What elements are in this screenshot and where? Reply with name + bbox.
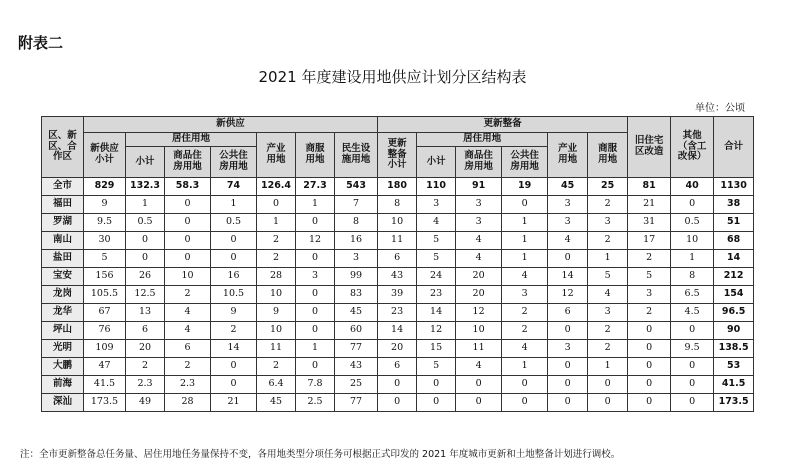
table-cell: 0 <box>417 376 456 394</box>
table-cell: 10 <box>165 268 211 286</box>
table-cell: 0 <box>296 250 335 268</box>
table-cell: 132.3 <box>126 178 165 196</box>
table-cell: 38 <box>714 196 754 214</box>
district-name: 罗湖 <box>42 214 84 232</box>
table-cell: 26 <box>126 268 165 286</box>
table-cell: 0 <box>296 214 335 232</box>
table-cell: 14 <box>378 322 417 340</box>
table-cell: 8 <box>335 214 378 232</box>
table-cell: 51 <box>714 214 754 232</box>
table-cell: 4 <box>456 232 502 250</box>
table-cell: 1 <box>502 250 548 268</box>
table-cell: 12 <box>456 304 502 322</box>
table-cell: 2 <box>588 196 628 214</box>
header-new-subtotal: 新供应 小计 <box>84 133 126 178</box>
header-renewal-residential: 居住用地 <box>417 133 548 147</box>
table-cell: 12 <box>296 232 335 250</box>
table-cell: 2.3 <box>126 376 165 394</box>
table-cell: 0 <box>671 394 714 412</box>
table-cell: 0 <box>588 376 628 394</box>
table-cell: 4 <box>456 358 502 376</box>
table-row <box>42 196 754 214</box>
table-cell: 11 <box>378 232 417 250</box>
table-cell: 1 <box>588 358 628 376</box>
table-cell: 138.5 <box>714 340 754 358</box>
table-cell: 0 <box>165 232 211 250</box>
table-cell: 6 <box>378 358 417 376</box>
district-name: 深汕 <box>42 394 84 412</box>
table-cell: 0 <box>126 250 165 268</box>
table-cell: 0 <box>257 196 296 214</box>
table-cell: 96.5 <box>714 304 754 322</box>
table-cell: 0 <box>296 304 335 322</box>
appendix-label: 附表二 <box>18 34 64 52</box>
header-old-village: 旧住宅 区改造 <box>628 117 671 178</box>
table-cell: 19 <box>502 178 548 196</box>
table-cell: 2.5 <box>296 394 335 412</box>
table-cell: 0 <box>628 358 671 376</box>
table-cell: 1 <box>588 250 628 268</box>
table-cell: 4 <box>548 232 588 250</box>
table-row <box>42 286 754 304</box>
header-renewal-public-housing: 公共住 房用地 <box>502 147 548 178</box>
table-cell: 3 <box>588 214 628 232</box>
table-cell: 2 <box>257 232 296 250</box>
table-cell: 41.5 <box>714 376 754 394</box>
table-cell: 6 <box>126 322 165 340</box>
table-cell: 4 <box>165 304 211 322</box>
table-cell: 0 <box>548 250 588 268</box>
table-cell: 9.5 <box>84 214 126 232</box>
table-cell: 17 <box>628 232 671 250</box>
header-total: 合计 <box>714 117 754 178</box>
district-name: 光明 <box>42 340 84 358</box>
table-cell: 45 <box>257 394 296 412</box>
table-cell: 0 <box>211 250 257 268</box>
table-cell: 0 <box>126 232 165 250</box>
table-cell: 0 <box>628 394 671 412</box>
table-cell: 43 <box>378 268 417 286</box>
table-cell: 3 <box>588 304 628 322</box>
land-supply-table <box>41 116 754 412</box>
table-cell: 0 <box>628 340 671 358</box>
table-cell: 20 <box>378 340 417 358</box>
header-new-residential: 居住用地 <box>126 133 257 147</box>
table-cell: 5 <box>417 358 456 376</box>
table-cell: 0 <box>211 358 257 376</box>
table-cell: 76 <box>84 322 126 340</box>
table-cell: 81 <box>628 178 671 196</box>
table-cell: 0 <box>588 394 628 412</box>
table-cell: 0 <box>211 232 257 250</box>
table-cell: 14 <box>417 304 456 322</box>
table-cell: 0 <box>502 196 548 214</box>
table-cell: 12.5 <box>126 286 165 304</box>
table-cell: 11 <box>257 340 296 358</box>
table-cell: 154 <box>714 286 754 304</box>
table-cell: 105.5 <box>84 286 126 304</box>
table-cell: 5 <box>588 268 628 286</box>
header-public-facility: 民生设 施用地 <box>335 133 378 178</box>
table-cell: 0 <box>456 376 502 394</box>
table-cell: 68 <box>714 232 754 250</box>
table-cell: 4 <box>502 340 548 358</box>
header-renewal-industrial: 产业 用地 <box>548 133 588 178</box>
table-cell: 25 <box>335 376 378 394</box>
table-cell: 74 <box>211 178 257 196</box>
table-cell: 3 <box>456 196 502 214</box>
table-cell: 126.4 <box>257 178 296 196</box>
district-name: 盐田 <box>42 250 84 268</box>
table-cell: 2 <box>588 322 628 340</box>
district-name: 南山 <box>42 232 84 250</box>
table-cell: 2 <box>588 340 628 358</box>
table-cell: 0 <box>548 394 588 412</box>
table-cell: 45 <box>548 178 588 196</box>
table-cell: 24 <box>417 268 456 286</box>
table-cell: 0 <box>417 394 456 412</box>
table-row <box>42 304 754 322</box>
table-cell: 60 <box>335 322 378 340</box>
table-cell: 28 <box>165 394 211 412</box>
table-row <box>42 340 754 358</box>
table-cell: 2 <box>165 358 211 376</box>
table-cell: 6.5 <box>671 286 714 304</box>
header-new-supply: 新供应 <box>84 117 378 133</box>
table-cell: 90 <box>714 322 754 340</box>
district-name: 前海 <box>42 376 84 394</box>
header-renewal-commercial-housing: 商品住 房用地 <box>456 147 502 178</box>
table-cell: 10 <box>378 214 417 232</box>
table-cell: 53 <box>714 358 754 376</box>
table-cell: 3 <box>548 196 588 214</box>
table-cell: 39 <box>378 286 417 304</box>
document-title: 2021 年度建设用地供应计划分区结构表 <box>258 68 527 86</box>
table-cell: 0 <box>671 196 714 214</box>
table-cell: 91 <box>456 178 502 196</box>
table-cell: 0 <box>211 376 257 394</box>
table-cell: 10 <box>671 232 714 250</box>
table-cell: 20 <box>126 340 165 358</box>
table-cell: 14 <box>211 340 257 358</box>
table-row <box>42 214 754 232</box>
district-name: 龙华 <box>42 304 84 322</box>
table-cell: 58.3 <box>165 178 211 196</box>
table-cell: 2 <box>628 250 671 268</box>
header-renewal-commercial-service: 商服 用地 <box>588 133 628 178</box>
table-cell: 16 <box>211 268 257 286</box>
table-cell: 21 <box>628 196 671 214</box>
table-cell: 2 <box>257 250 296 268</box>
table-cell: 0 <box>165 196 211 214</box>
table-cell: 14 <box>714 250 754 268</box>
table-cell: 0 <box>628 376 671 394</box>
district-name: 大鹏 <box>42 358 84 376</box>
table-cell: 1 <box>211 196 257 214</box>
unit-label: 单位：公顷 <box>695 103 745 114</box>
table-cell: 13 <box>126 304 165 322</box>
table-cell: 23 <box>378 304 417 322</box>
table-cell: 0.5 <box>671 214 714 232</box>
table-cell: 0 <box>671 376 714 394</box>
table-cell: 180 <box>378 178 417 196</box>
table-cell: 14 <box>548 268 588 286</box>
table-cell: 5 <box>417 250 456 268</box>
table-cell: 2 <box>257 358 296 376</box>
table-cell: 0 <box>628 322 671 340</box>
table-cell: 2.3 <box>165 376 211 394</box>
table-cell: 0 <box>378 394 417 412</box>
table-cell: 173.5 <box>84 394 126 412</box>
table-cell: 1 <box>296 340 335 358</box>
header-renewal-res-subtotal: 小计 <box>417 147 456 178</box>
table-cell: 0 <box>671 322 714 340</box>
district-name: 坪山 <box>42 322 84 340</box>
table-cell: 2 <box>502 304 548 322</box>
header-new-public-housing: 公共住 房用地 <box>211 147 257 178</box>
table-cell: 3 <box>296 268 335 286</box>
table-cell: 5 <box>628 268 671 286</box>
table-cell: 47 <box>84 358 126 376</box>
table-cell: 7 <box>335 196 378 214</box>
table-row <box>42 178 754 196</box>
table-row <box>42 376 754 394</box>
header-other: 其他 （含工 改保） <box>671 117 714 178</box>
table-cell: 1 <box>126 196 165 214</box>
table-cell: 4 <box>502 268 548 286</box>
table-cell: 25 <box>588 178 628 196</box>
table-cell: 45 <box>335 304 378 322</box>
table-cell: 1 <box>502 232 548 250</box>
table-cell: 4 <box>417 214 456 232</box>
table-cell: 10 <box>257 322 296 340</box>
table-cell: 1130 <box>714 178 754 196</box>
table-cell: 1 <box>257 214 296 232</box>
table-cell: 2 <box>126 358 165 376</box>
table-cell: 2 <box>502 322 548 340</box>
table-cell: 99 <box>335 268 378 286</box>
table-cell: 10 <box>257 286 296 304</box>
table-cell: 9 <box>211 304 257 322</box>
table-row <box>42 322 754 340</box>
table-cell: 0 <box>671 358 714 376</box>
table-cell: 0 <box>548 322 588 340</box>
table-cell: 212 <box>714 268 754 286</box>
footnote: 注：全市更新整备总任务量、居住用地任务量保持不变，各用地类型分项任务可根据正式印发的 2021 年度城市更新和土地整备计划进行调校。 <box>20 449 621 460</box>
header-new-industrial: 产业 用地 <box>257 133 296 178</box>
table-cell: 6.4 <box>257 376 296 394</box>
table-cell: 67 <box>84 304 126 322</box>
table-cell: 173.5 <box>714 394 754 412</box>
district-name: 宝安 <box>42 268 84 286</box>
table-cell: 6 <box>548 304 588 322</box>
table-cell: 16 <box>335 232 378 250</box>
table-cell: 3 <box>417 196 456 214</box>
table-cell: 31 <box>628 214 671 232</box>
table-cell: 0 <box>548 376 588 394</box>
header-district: 区、新 区、合 作区 <box>42 117 84 178</box>
table-row <box>42 250 754 268</box>
table-cell: 41.5 <box>84 376 126 394</box>
table-cell: 40 <box>671 178 714 196</box>
table-cell: 6 <box>165 340 211 358</box>
table-cell: 0 <box>296 322 335 340</box>
table-cell: 3 <box>456 214 502 232</box>
table-cell: 0 <box>378 376 417 394</box>
table-cell: 0 <box>502 394 548 412</box>
table-cell: 5 <box>417 232 456 250</box>
table-cell: 20 <box>456 286 502 304</box>
table-cell: 3 <box>628 286 671 304</box>
header-new-res-subtotal: 小计 <box>126 147 165 178</box>
table-cell: 10.5 <box>211 286 257 304</box>
table-cell: 9.5 <box>671 340 714 358</box>
district-name: 龙岗 <box>42 286 84 304</box>
table-cell: 49 <box>126 394 165 412</box>
table-cell: 23 <box>417 286 456 304</box>
table-cell: 4 <box>456 250 502 268</box>
table-cell: 4 <box>588 286 628 304</box>
table-cell: 0 <box>456 394 502 412</box>
table-cell: 83 <box>335 286 378 304</box>
table-cell: 28 <box>257 268 296 286</box>
table-cell: 110 <box>417 178 456 196</box>
table-cell: 1 <box>296 196 335 214</box>
table-cell: 2 <box>165 286 211 304</box>
table-cell: 11 <box>456 340 502 358</box>
table-cell: 2 <box>628 304 671 322</box>
table-cell: 1 <box>671 250 714 268</box>
table-cell: 4.5 <box>671 304 714 322</box>
table-cell: 156 <box>84 268 126 286</box>
district-name: 福田 <box>42 196 84 214</box>
table-cell: 0 <box>502 376 548 394</box>
table-cell: 0 <box>296 358 335 376</box>
table-cell: 15 <box>417 340 456 358</box>
table-cell: 9 <box>257 304 296 322</box>
table-cell: 7.8 <box>296 376 335 394</box>
table-cell: 5 <box>84 250 126 268</box>
table-cell: 1 <box>502 358 548 376</box>
table-cell: 3 <box>502 286 548 304</box>
table-body <box>42 178 754 412</box>
table-cell: 0 <box>296 286 335 304</box>
table-cell: 543 <box>335 178 378 196</box>
table-cell: 10 <box>456 322 502 340</box>
table-cell: 2 <box>588 232 628 250</box>
table-cell: 21 <box>211 394 257 412</box>
table-cell: 30 <box>84 232 126 250</box>
table-cell: 0 <box>165 250 211 268</box>
table-cell: 12 <box>548 286 588 304</box>
table-cell: 2 <box>211 322 257 340</box>
table-cell: 3 <box>335 250 378 268</box>
table-cell: 829 <box>84 178 126 196</box>
table-header <box>42 117 754 178</box>
header-new-commercial-service: 商服 用地 <box>296 133 335 178</box>
header-renewal: 更新整备 <box>378 117 628 133</box>
header-renewal-subtotal: 更新 整备 小计 <box>378 133 417 178</box>
table-cell: 3 <box>548 214 588 232</box>
table-row <box>42 394 754 412</box>
table-cell: 20 <box>456 268 502 286</box>
table-row <box>42 358 754 376</box>
district-name: 全市 <box>42 178 84 196</box>
table-cell: 43 <box>335 358 378 376</box>
table-row <box>42 232 754 250</box>
table-cell: 0.5 <box>211 214 257 232</box>
table-cell: 6 <box>378 250 417 268</box>
header-new-commercial-housing: 商品住 房用地 <box>165 147 211 178</box>
table-cell: 77 <box>335 394 378 412</box>
table-cell: 1 <box>502 214 548 232</box>
table-cell: 0 <box>548 358 588 376</box>
table-cell: 8 <box>671 268 714 286</box>
table-cell: 27.3 <box>296 178 335 196</box>
table-row <box>42 268 754 286</box>
table-cell: 0 <box>165 214 211 232</box>
table-cell: 12 <box>417 322 456 340</box>
table-cell: 9 <box>84 196 126 214</box>
table-cell: 8 <box>378 196 417 214</box>
table-cell: 4 <box>165 322 211 340</box>
table-cell: 3 <box>548 340 588 358</box>
table-cell: 109 <box>84 340 126 358</box>
table-cell: 0.5 <box>126 214 165 232</box>
table-cell: 77 <box>335 340 378 358</box>
